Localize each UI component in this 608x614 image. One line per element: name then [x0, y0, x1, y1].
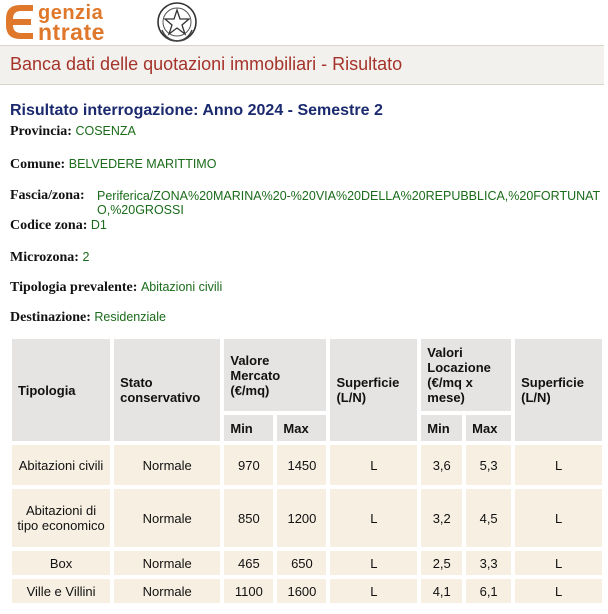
comune-value: BELVEDERE MARITTIMO: [68, 157, 217, 171]
field-microzona: [10, 250, 89, 266]
cell-tipologia: Abitazioni di tipo economico: [12, 489, 110, 547]
cell-superficie-locazione: L: [515, 551, 602, 575]
cell-stato: Normale: [114, 579, 220, 603]
header-vl-max: Max: [466, 415, 511, 441]
field-codice-zona: [10, 218, 107, 234]
agenzia-entrate-logo[interactable]: [0, 0, 200, 44]
microzona-value: 2: [82, 250, 90, 264]
cell-vl-max: 6,1: [466, 579, 511, 603]
header-superficie: Superficie (L/N): [330, 339, 417, 441]
page-title: Banca dati delle quotazioni immobiliari - Risultato: [10, 54, 403, 74]
header-stato-conservativo: Stato conservativo: [114, 339, 220, 441]
header-vm-max: Max: [277, 415, 326, 441]
cell-superficie: L: [330, 489, 417, 547]
header-superficie-locazione: Superficie (L/N): [515, 339, 602, 441]
cell-vl-min: 4,1: [421, 579, 462, 603]
cell-superficie: L: [330, 445, 417, 485]
microzona-label: Microzona:: [10, 250, 79, 265]
cell-vm-min: 1100: [224, 579, 273, 603]
header-valori-locazione: Valori Locazione (€/mq x mese): [421, 339, 511, 411]
cell-vl-max: 4,5: [466, 489, 511, 547]
provincia-value: COSENZA: [75, 124, 136, 138]
destinazione-value: Residenziale: [94, 310, 166, 324]
cell-vl-min: 3,6: [421, 445, 462, 485]
cell-vm-min: 850: [224, 489, 273, 547]
result-heading: [10, 102, 383, 120]
logo-text-entrate: ntrate: [38, 19, 105, 45]
cell-tipologia: Ville e Villini: [12, 579, 110, 603]
cell-superficie: L: [330, 551, 417, 575]
tipologia-prevalente-value: Abitazioni civili: [140, 280, 223, 294]
field-tipologia-prevalente: [10, 280, 222, 296]
cell-vl-min: 3,2: [421, 489, 462, 547]
result-heading-label: Risultato interrogazione:: [10, 102, 199, 119]
quotazioni-table: [8, 335, 606, 607]
table-row: [12, 579, 602, 603]
cell-vm-min: 465: [224, 551, 273, 575]
cell-tipologia: Box: [12, 551, 110, 575]
cell-stato: Normale: [114, 445, 220, 485]
header-valore-mercato: Valore Mercato (€/mq): [224, 339, 326, 411]
cell-vl-max: 3,3: [466, 551, 511, 575]
republic-emblem-icon: [156, 0, 198, 44]
field-provincia: [10, 124, 136, 140]
logo-a-e-icon: [3, 3, 37, 41]
cell-vm-min: 970: [224, 445, 273, 485]
cell-stato: Normale: [114, 489, 220, 547]
table-row: [12, 445, 602, 485]
field-fascia-label: Fascia/zona:: [10, 188, 85, 203]
header-tipologia: Tipologia: [12, 339, 110, 441]
cell-superficie-locazione: L: [515, 445, 602, 485]
tipologia-prevalente-label: Tipologia prevalente:: [10, 280, 138, 295]
codice-zona-value: D1: [90, 218, 107, 232]
table-row: [12, 489, 602, 547]
cell-vm-max: 650: [277, 551, 326, 575]
cell-vl-max: 5,3: [466, 445, 511, 485]
cell-stato: Normale: [114, 551, 220, 575]
cell-superficie: L: [330, 579, 417, 603]
fascia-value: Periferica/ZONA%20MARINA%20-%20VIA%20DELLA%20REPUBBLICA,%20FORTUNATO,%20GROSSI: [97, 189, 601, 217]
cell-vl-min: 2,5: [421, 551, 462, 575]
header-vl-min: Min: [421, 415, 462, 441]
logo-text-agenzia: genzia: [38, 2, 104, 24]
field-destinazione: [10, 310, 166, 326]
cell-tipologia: Abitazioni civili: [12, 445, 110, 485]
table-row: [12, 551, 602, 575]
cell-superficie-locazione: L: [515, 489, 602, 547]
provincia-label: Provincia:: [10, 124, 72, 139]
codice-zona-label: Codice zona:: [10, 218, 88, 233]
field-comune: [10, 157, 216, 173]
cell-vm-max: 1200: [277, 489, 326, 547]
cell-vm-max: 1450: [277, 445, 326, 485]
header-vm-min: Min: [224, 415, 273, 441]
cell-vm-max: 1600: [277, 579, 326, 603]
page-header-bar: [0, 45, 604, 85]
destinazione-label: Destinazione:: [10, 310, 91, 325]
result-period: Anno 2024 - Semestre 2: [202, 102, 383, 119]
comune-label: Comune:: [10, 157, 66, 172]
cell-superficie-locazione: L: [515, 579, 602, 603]
